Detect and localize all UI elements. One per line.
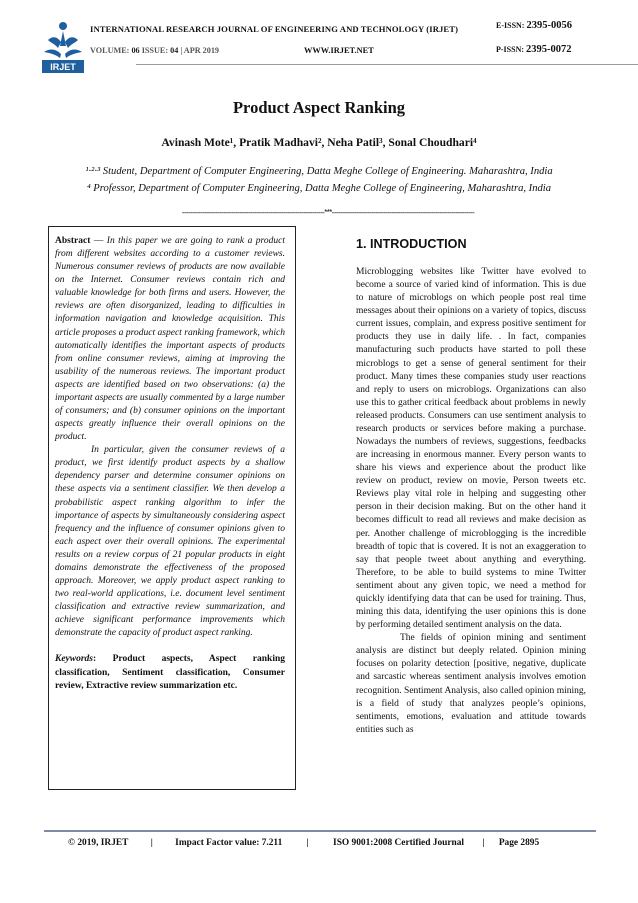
abstract-label: Abstract xyxy=(55,236,91,246)
abstract-para-2: In particular, given the consumer reviews of a product, we first identify product aspects by a shallow dependency parser and determine consumer opinions on these aspects via a sentiment classifier. We then develop a probabilistic aspect ranking algorithm to infer the importance of aspects by simultaneously considering aspect frequency and the influence of consumer opinions given to each aspect over their overall opinions. The experimental results on a review corpus of 21 popular products in eight domains demonstrate the effectiveness of the proposed approach. Moreover, we apply product aspect ranking to two real-world applications, i.e. document level sentiment classification and extractive review summarization, and achieve significant performance improvements which demonstrate the capacity of product aspect ranking. xyxy=(55,445,285,639)
eissn: E-ISSN: 2395-0056 xyxy=(496,20,572,31)
introduction-heading: 1. INTRODUCTION xyxy=(356,237,467,251)
journal-header xyxy=(40,14,600,78)
abstract-para-1: Abstract — In this paper we are going to rank a product from different websites according to a customer reviews. Numerous consumer reviews of products are now available on the Internet. Consumer reviews contain rich and valuable knowledge for both firms and users. However, the reviews are often disorganized, leading to difficulties in information navigation and knowledge acquisition. This article proposes a product aspect ranking framework, which automatically identifies the important aspects of products from online consumer reviews, aiming at improving the usability of the numerous reviews. The important product aspects are identified based on two observations: (a) the important aspects are usually commented by a large number of consumers; and (b) consumer opinions on the important aspects greatly influence their overall opinions on the product. xyxy=(55,236,286,443)
footer-sep: | xyxy=(482,838,485,848)
paper-title: Product Aspect Ranking xyxy=(232,98,406,117)
journal-name: INTERNATIONAL RESEARCH JOURNAL OF ENGINEERING AND TECHNOLOGY (IRJET) xyxy=(90,24,459,34)
paper-authors: Avinash Mote¹, Pratik Madhavi², Neha Patil³, Sonal Choudhari⁴ xyxy=(161,136,477,149)
intro-para-2: The fields of opinion mining and sentiment analysis are distinct but deeply related. Opinion mining focuses on polarity detection [positive, negative, duplicate and sarcastic whereas sentiment analysis involves emotion recognition. Sentiment Analysis, also called opinion mining, is a field of study that analyzes people’s opinions, sentiments, emotions, evaluation and attitude towards entities such as xyxy=(356,633,586,735)
footer-page: Page 2895 xyxy=(498,838,540,848)
introduction-body xyxy=(356,266,586,737)
intro-para-1: Microblogging websites like Twitter have evolved to become a source of varied kind of information. This is due to nature of microblogs on which people post real time messages about their opinions on a variety of topics, discuss current issues, complain, and express positive sentiment for products they use in daily life. . In fact, companies manufacturing such products have started to poll these microblogs to get a sense of general sentiment for their product. Many times these companies study user reactions and reply to users on microblogs. Organizations can also use this to gather critical feedback about problems in newly released products. Consumers can use sentiment analysis to research products or services before making a purchase. Nowadays the numbers of reviews, suggestions, feedbacks are increasing in enormous manner. Every person wants to share his views and experience about the product like review on product, review on movie, Person tweets etc. Reviews play vital role in helping and suggesting other person in their decision making. But on the other hand it becomes difficult to read all reviews and make decision as per. Another challenge of microblogging is the incredible breadth of topic that is covered. It is not an exaggeration to say that people tweet about anything and everything. Therefore, to be able to build systems to mine Twitter sentiment about any given topic, we need a method for quickly identifying data that can be used for training. Thus, mining this data, identifying the user opinions this is done by performing detailed sentiment analysis on the data. xyxy=(356,267,586,631)
header-rule xyxy=(136,64,638,65)
footer-sep: | xyxy=(150,838,153,848)
volume-issue: VOLUME: 06 ISSUE: 04 | APR 2019 xyxy=(90,46,220,55)
footer-iso: ISO 9001:2008 Certified Journal xyxy=(333,838,465,848)
journal-website[interactable]: WWW.IRJET.NET xyxy=(304,46,374,55)
footer-sep: | xyxy=(306,838,309,848)
irjet-logo xyxy=(40,18,86,74)
logo-text: IRJET xyxy=(50,62,76,72)
section-divider: ---------------------------------------------------------------------***--------------------------------------------------------------------- xyxy=(181,208,475,217)
keywords: Keywords: Product aspects, Aspect ranking classification, Sentiment classification, Consumer review, Extractive review summarization etc. xyxy=(55,654,285,691)
affiliation-professor: ⁴ Professor, Department of Computer Engineering, Datta Meghe College of Engineering, Maharashtra, India xyxy=(86,183,552,194)
footer-impact: Impact Factor value: 7.211 xyxy=(175,838,283,848)
affiliation-students: ¹·²·³ Student, Department of Computer Engineering, Datta Meghe College of Engineering. Maharashtra, India xyxy=(85,166,553,177)
pissn: P-ISSN: 2395-0072 xyxy=(496,44,572,55)
abstract xyxy=(55,235,285,693)
footer-rule xyxy=(44,830,596,832)
footer-copyright: © 2019, IRJET xyxy=(68,838,129,848)
page-footer xyxy=(44,838,596,848)
